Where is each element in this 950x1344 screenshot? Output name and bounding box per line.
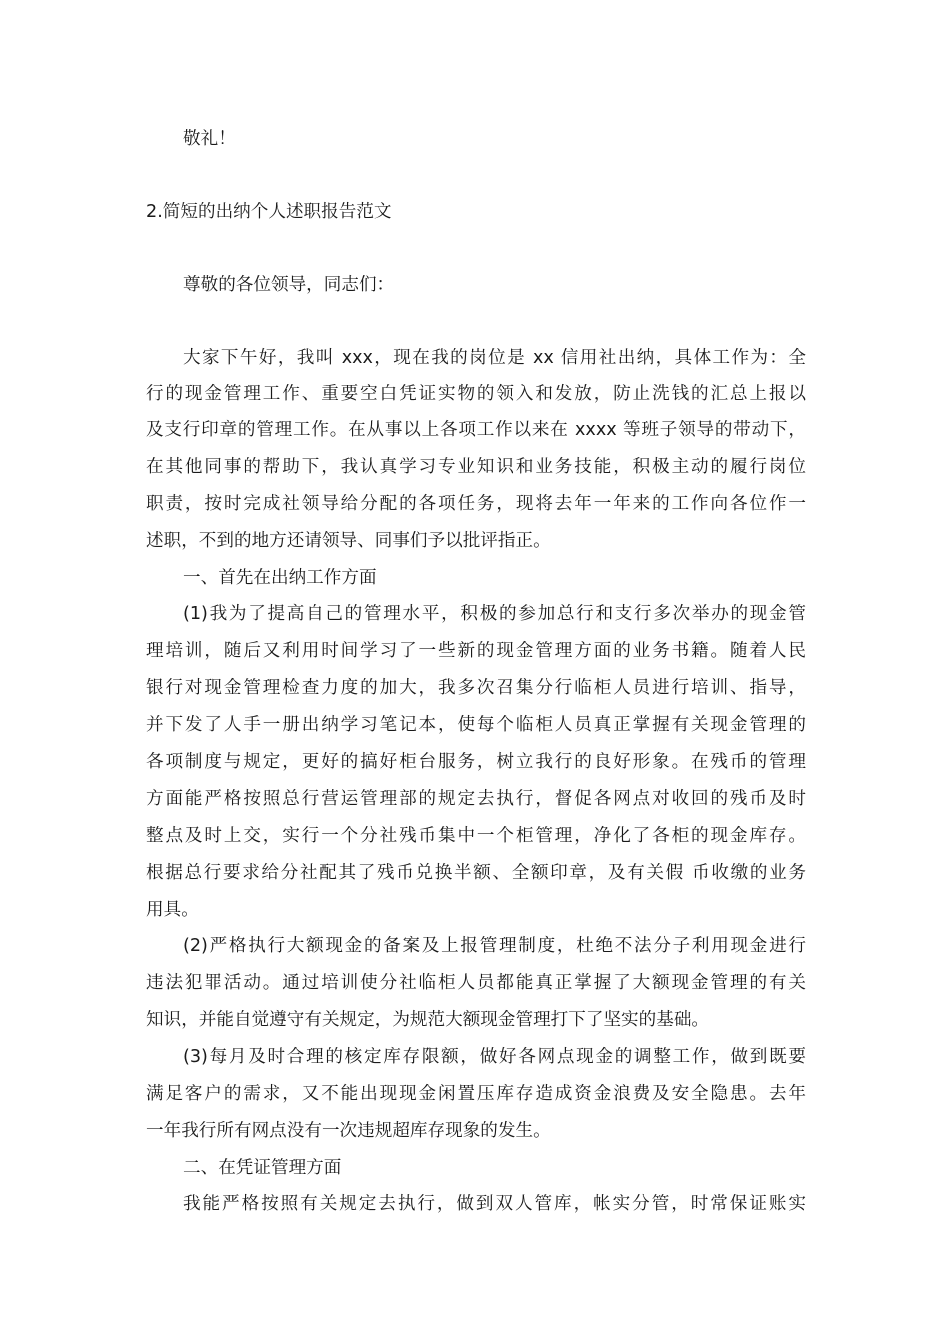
paragraph-line: 大家下午好，我叫 xxx，现在我的岗位是 xx 信用社出纳，具体工作为：全 <box>183 348 806 368</box>
paragraph-line: 并下发了人手一册出纳学习笔记本，使每个临柜人员真正掌握有关现金管理的 <box>146 715 806 735</box>
paragraph-line: 及支行印章的管理工作。在从事以上各项工作以来在 xxxx 等班子领导的带动下， <box>146 420 806 440</box>
paragraph-line: 在其他同事的帮助下，我认真学习专业知识和业务技能，积极主动的履行岗位 <box>146 457 806 477</box>
closing-text: 敬礼！ <box>183 129 236 149</box>
paragraph-line: (2)严格执行大额现金的备案及上报管理制度，杜绝不法分子利用现金进行 <box>183 936 806 956</box>
paragraph-line: 职责，按时完成社领导给分配的各项任务，现将去年一年来的工作向各位作一 <box>146 494 806 514</box>
paragraph-line: 一年我行所有网点没有一次违规超库存现象的发生。 <box>146 1121 551 1141</box>
paragraph-line: 知识，并能自觉遵守有关规定，为规范大额现金管理打下了坚实的基础。 <box>146 1010 710 1030</box>
paragraph-line: (3)每月及时合理的核定库存限额，做好各网点现金的调整工作，做到既要 <box>183 1047 806 1067</box>
paragraph-line: 述职，不到的地方还请领导、同事们予以批评指正。 <box>146 531 551 551</box>
paragraph-line: 各项制度与规定，更好的搞好柜台服务，树立我行的良好形象。在残币的管理 <box>146 752 806 772</box>
paragraph-line: 满足客户的需求，又不能出现现金闲置压库存造成资金浪费及安全隐患。去年 <box>146 1084 806 1104</box>
paragraph-line: 根据总行要求给分社配其了残币兑换半额、全额印章，及有关假 币收缴的业务 <box>146 863 806 883</box>
paragraph-line: 整点及时上交，实行一个分社残币集中一个柜管理，净化了各柜的现金库存。 <box>146 826 806 846</box>
paragraph-line: 方面能严格按照总行营运管理部的规定去执行，督促各网点对收回的残币及时 <box>146 789 806 809</box>
section-title: 2.简短的出纳个人述职报告范文 <box>146 202 392 222</box>
paragraph-line: 违法犯罪活动。通过培训使分社临柜人员都能真正掌握了大额现金管理的有关 <box>146 973 806 993</box>
paragraph-line: 理培训，随后又利用时间学习了一些新的现金管理方面的业务书籍。随着人民 <box>146 641 806 661</box>
paragraph-line: 行的现金管理工作、重要空白凭证实物的领入和发放，防止洗钱的汇总上报以 <box>146 384 806 404</box>
subheading: 二、在凭证管理方面 <box>183 1158 342 1178</box>
subheading: 一、首先在出纳工作方面 <box>183 568 377 588</box>
paragraph-line: 用具。 <box>146 900 199 920</box>
salutation-text: 尊敬的各位领导，同志们： <box>183 275 395 295</box>
paragraph-line: 银行对现金管理检查力度的加大，我多次召集分行临柜人员进行培训、指导， <box>146 678 806 698</box>
paragraph-line: 我能严格按照有关规定去执行，做到双人管库，帐实分管，时常保证账实 <box>183 1194 806 1214</box>
paragraph-line: (1)我为了提高自己的管理水平，积极的参加总行和支行多次举办的现金管 <box>183 604 806 624</box>
